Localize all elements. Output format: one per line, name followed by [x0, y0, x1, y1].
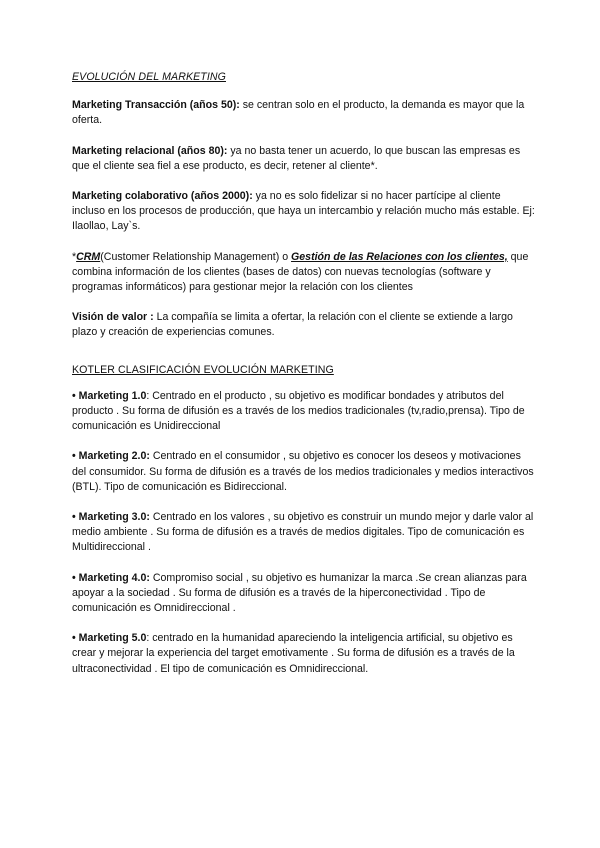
- marketing-2-label: • Marketing 2.0:: [72, 450, 150, 463]
- paragraph-crm-note: [72, 250, 536, 296]
- paragraph-colaborativo: [72, 189, 536, 235]
- marketing-1-label: • Marketing 1.0: [72, 389, 147, 402]
- marketing-4-text: Compromiso social , su objetivo es humanizar la marca .Se crean alianzas para apoyar a la sociedad . Su forma de difusión es a través de la hiperconectividad . Tipo de comunicación es Omnidireccional .: [72, 571, 527, 615]
- text-relacional: ya no basta tener un acuerdo, lo que buscan las empresas es que el cliente sea fiel a ese producto, es decir, retener al cliente*.: [72, 144, 521, 172]
- text-vision: La compañía se limita a ofertar, la relación con el cliente se extiende a largo plazo y creación de experiencias comunes.: [72, 311, 513, 339]
- label-colaborativo: Marketing colaborativo (años 2000):: [72, 190, 253, 203]
- marketing-3-label: • Marketing 3.0:: [72, 511, 150, 524]
- section-title-evolucion: EVOLUCIÓN DEL MARKETING: [72, 71, 226, 83]
- crm-term: CRM: [76, 250, 101, 263]
- label-relacional: Marketing relacional (años 80):: [72, 144, 228, 157]
- crm-description: que combina información de los clientes (bases de datos) con nuevas tecnologías (software y programas informáticos) para gestionar mejor la relación con los clientes: [72, 250, 529, 294]
- gestion-term: Gestión de las Relaciones con los clientes,: [291, 250, 508, 263]
- crm-asterisk: *: [72, 250, 77, 263]
- marketing-5-text: : centrado en la humanidad apareciendo la inteligencia artificial, su objetivo es crear y mejorar la experiencia del target emotivamente . Su forma de difusión es a través de la ultraconectividad . El tipo de comunicación es Omnidireccional.: [72, 632, 515, 675]
- marketing-4-label: • Marketing 4.0:: [72, 571, 150, 584]
- paragraph-vision: [72, 310, 536, 340]
- label-transaccion: Marketing Transacción (años 50):: [72, 99, 240, 112]
- list-item-marketing-1: [72, 389, 536, 435]
- list-item-marketing-3: [72, 510, 536, 556]
- marketing-1-text: : Centrado en el producto , su objetivo es modificar bondades y atributos del producto . Su forma de difusión es a través de los medios tradicionales (tv,radio,prensa). Tipo de comunicación es Unidireccional: [72, 389, 525, 433]
- section-title-kotler: KOTLER CLASIFICACIÓN EVOLUCIÓN MARKETING: [72, 363, 334, 376]
- label-vision: Visión de valor :: [72, 311, 154, 324]
- paragraph-relacional: [72, 144, 536, 174]
- list-item-marketing-5: [72, 631, 536, 677]
- list-item-marketing-2: [72, 449, 536, 495]
- marketing-5-label: • Marketing 5.0: [72, 632, 147, 645]
- text-transaccion: se centran solo en el producto, la demanda es mayor que la oferta.: [72, 99, 525, 127]
- marketing-3-text: Centrado en los valores , su objetivo es construir un mundo mejor y darle valor al medio ambiente . Su forma de difusión es a través de medios digitales. Tipo de comunicación es Multidireccional .: [72, 511, 534, 554]
- marketing-2-text: Centrado en el consumidor , su objetivo es conocer los deseos y motivaciones del consumidor. Su forma de difusión es a través de los medios tradicionales y medios interactivos (BTL). Tipo de comunicación es Bidireccional.: [72, 450, 534, 493]
- crm-expansion: (Customer Relationship Management) o: [100, 250, 292, 263]
- list-item-marketing-4: [72, 571, 536, 617]
- paragraph-transaccion: [72, 98, 536, 128]
- text-colaborativo: ya no es solo fidelizar si no hacer partícipe al cliente incluso en los procesos de producción, que haya un intercambio y relación mucho más estable. Ej: Ilaollao, Lay`s.: [72, 190, 535, 233]
